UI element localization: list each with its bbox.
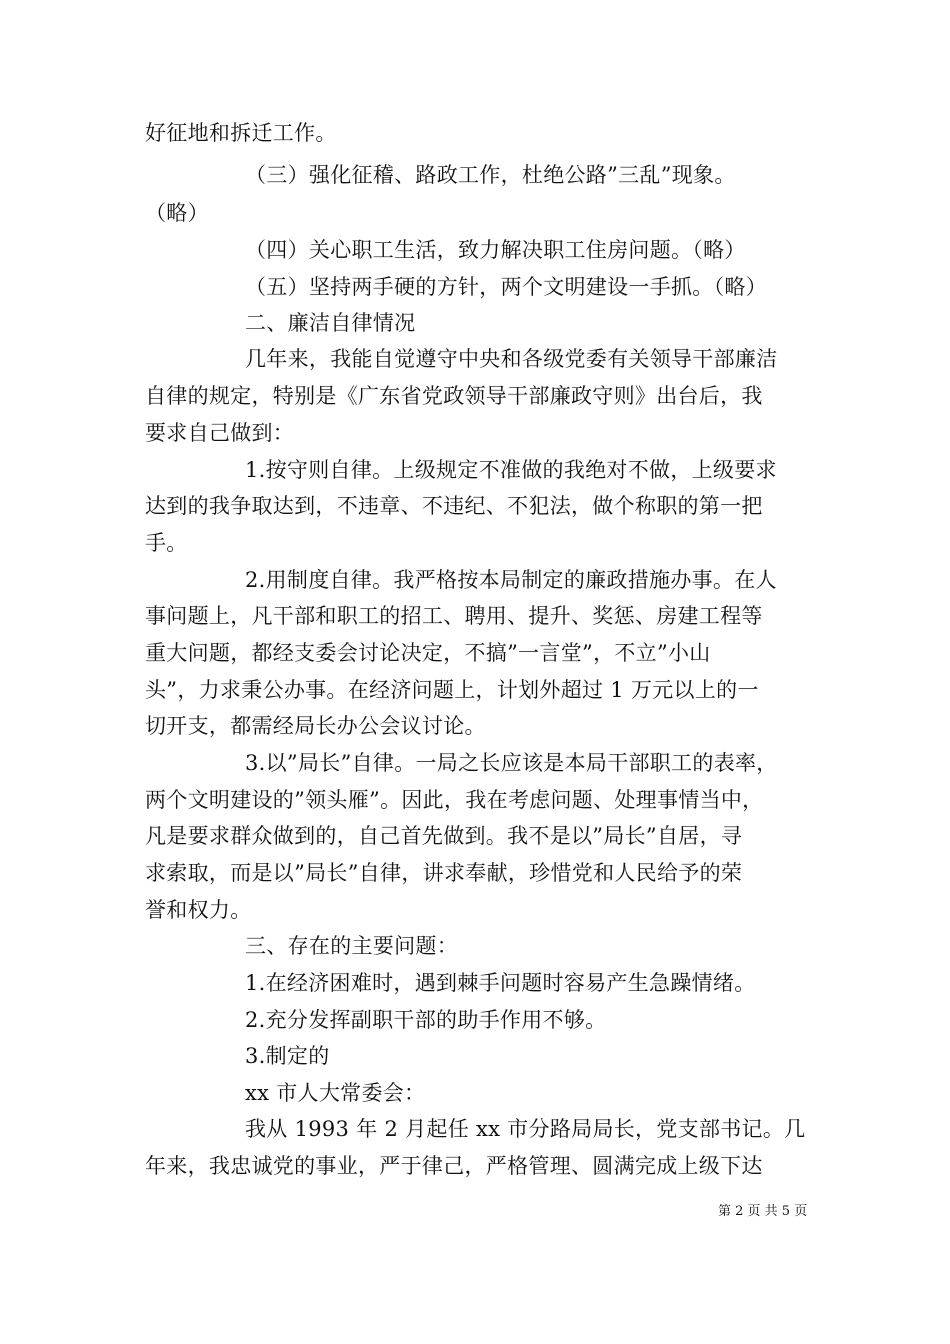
list-item: 切开支，都需经局长办公会议讨论。 — [145, 714, 486, 738]
list-item: 手。 — [145, 531, 188, 555]
list-item: 事问题上，凡干部和职工的招工、聘用、提升、奖惩、房建工程等 — [145, 604, 763, 628]
list-item: 1.在经济困难时，遇到棘手问题时容易产生急躁情绪。 — [245, 971, 756, 995]
paragraph-line: 我从 1993 年 2 月起任 xx 市分路局局长，党支部书记。几 — [245, 1117, 806, 1141]
list-item: 头”，力求秉公办事。在经济问题上，计划外超过 1 万元以上的一 — [145, 678, 759, 702]
list-item: 3.制定的 — [245, 1044, 330, 1068]
list-item-heading: （三）强化征稽、路政工作，杜绝公路”三乱”现象。 — [245, 163, 736, 187]
paragraph-line: 要求自己做到： — [145, 421, 295, 445]
list-item: 2.用制度自律。我严格按本局制定的廉政措施办事。在人 — [245, 568, 777, 592]
list-item: 凡是要求群众做到的，自己首先做到。我不是以”局长”自居，寻 — [145, 824, 743, 848]
list-item: 誉和权力。 — [145, 898, 252, 922]
salutation: xx 市人大常委会： — [245, 1081, 426, 1105]
paragraph-line: 几年来，我能自觉遵守中央和各级党委有关领导干部廉洁 — [245, 347, 778, 371]
list-item: 两个文明建设的”领头雁”。因此，我在考虑问题、处理事情当中， — [145, 788, 764, 812]
paragraph-line: 自律的规定，特别是《广东省党政领导干部廉政守则》出台后，我 — [145, 384, 763, 408]
list-item: 重大问题，都经支委会讨论决定，不搞”一言堂”，不立”小山 — [145, 641, 711, 665]
list-item-heading: （五）坚持两手硬的方针，两个文明建设一手抓。（略） — [245, 275, 767, 299]
section-heading: 二、廉洁自律情况 — [245, 311, 416, 335]
list-item: 3.以”局长”自律。一局之长应该是本局干部职工的表率， — [245, 751, 778, 775]
list-item-heading: （四）关心职工生活，致力解决职工住房问题。（略） — [245, 238, 746, 262]
list-item: 达到的我争取达到，不违章、不违纪、不犯法，做个称职的第一把 — [145, 494, 763, 518]
body-text-line: （略） — [145, 201, 209, 225]
paragraph-line: 年来，我忠诚党的事业，严于律己，严格管理、圆满完成上级下达 — [145, 1154, 763, 1178]
body-text-line: 好征地和拆迁工作。 — [145, 121, 337, 145]
list-item: 2.充分发挥副职干部的助手作用不够。 — [245, 1008, 607, 1032]
list-item: 1.按守则自律。上级规定不准做的我绝对不做，上级要求 — [245, 458, 777, 482]
section-heading: 三、存在的主要问题： — [245, 934, 458, 958]
list-item: 求索取，而是以”局长”自律，讲求奉献，珍惜党和人民给予的荣 — [145, 861, 743, 885]
page-number: 第 2 页 共 5 页 — [718, 1204, 808, 1219]
